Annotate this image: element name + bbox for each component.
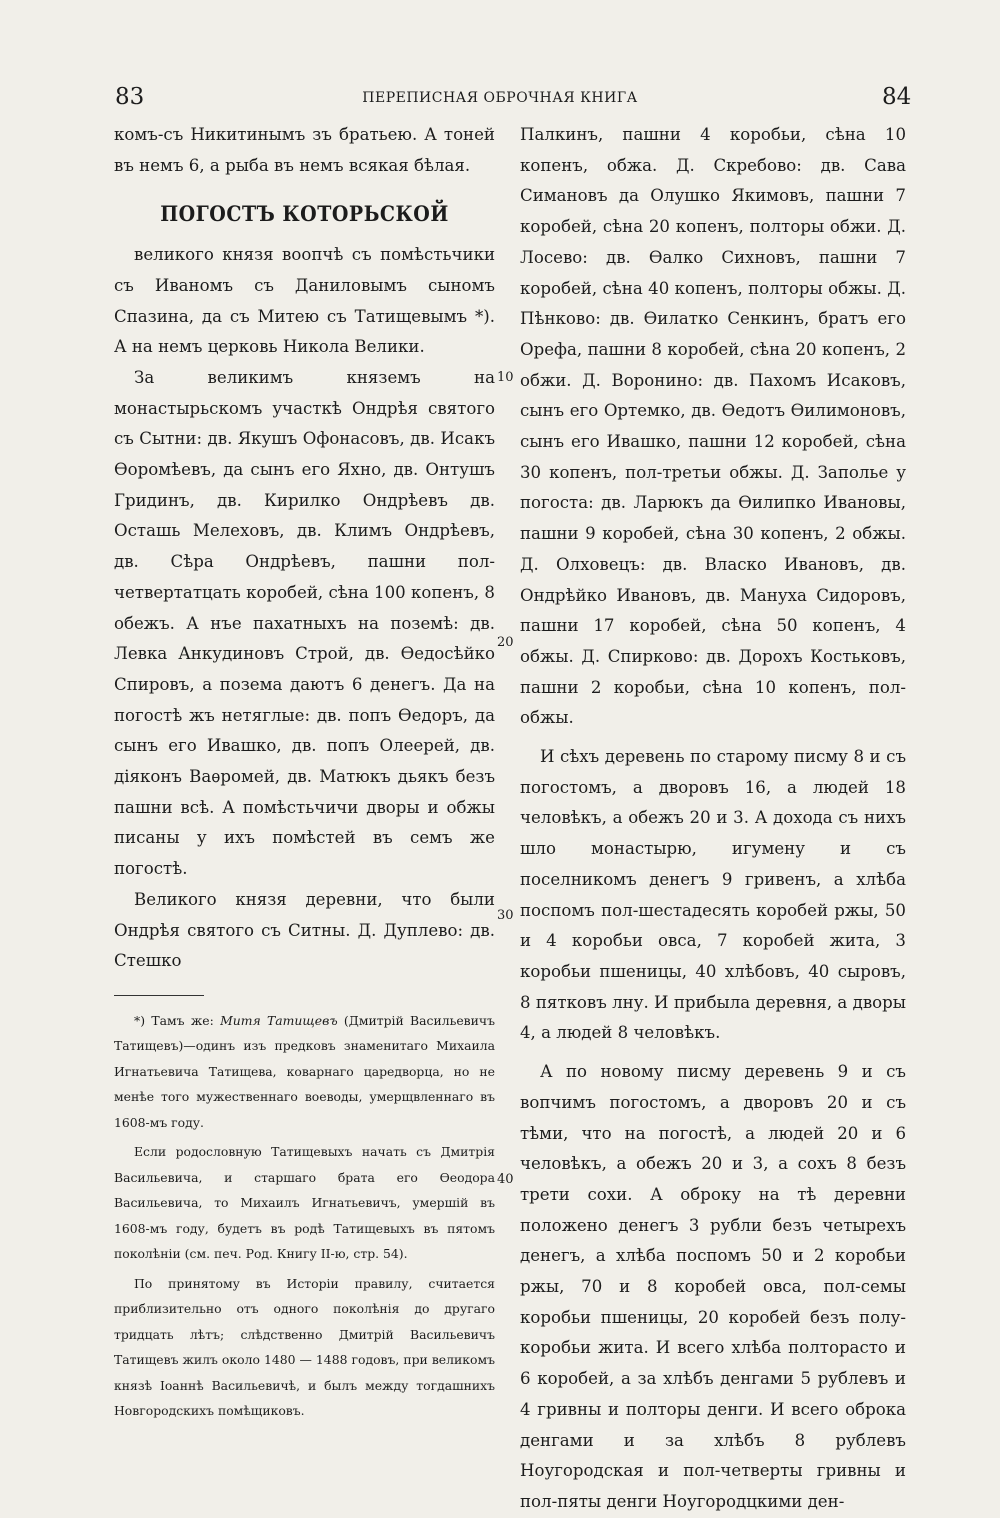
right-column [520, 120, 906, 1518]
right-paragraph: А по новому писму деревень 9 и съ вопчимъ погостомъ, а дворовъ 20 и съ тѣми, что на погостѣ, а людей 20 и 6 человѣкъ, а обежъ 20 и 3, а сохъ 8 безъ трети сохи. А оброку на тѣ деревни положено денегъ 3 рубли безъ четырехъ денегъ, а хлѣба поспомъ 50 и 2 коробьи ржы, 70 и 8 коробей овса, пол-семы коробьи пшеницы, 20 коробей безъ полу-коробьи жита. И всего хлѣба полторасто и 6 коробей, а за хлѣбъ денгами 5 рублевъ и 4 гривны и полторы денги. И всего оброка денгами и за хлѣбъ 8 рублевъ Ноугородская и пол-четверты гривны и пол-пяты денги Ноугородцкими ден- [520, 1062, 906, 1511]
left-paragraph: великого князя воопчѣ съ помѣстьчики съ Иваномъ съ Даниловымъ сыномъ Спазина, да съ Митею съ Татищевымъ *). А на немъ церковь Никола Велики. [114, 245, 495, 357]
running-title: ПЕРЕПИСНАЯ ОБРОЧНАЯ КНИГА [362, 90, 638, 106]
line-number: 40 [497, 1172, 514, 1187]
left-paragraph: За великимъ княземъ на монастырьскомъ участкѣ Ондрѣя святого съ Сытни: дв. Якушъ Офонасовъ, дв. Исакъ Ѳоромѣевъ, да сынъ его Яхно, дв. Онтушъ Гридинъ, дв. Кирилко Ондрѣевъ дв. Осташь Мелеховъ, дв. Климъ Ондрѣевъ, дв. Сѣра Ондрѣевъ, пашни пол-четвертатцать коробей, сѣна 100 копенъ, 8 обежъ. А нъе пахатныхъ на поземѣ: дв. Левка Анкудиновъ Строй, дв. Ѳедосѣйко Спировъ, а позема даютъ 6 денегъ. Да на погостѣ жъ нетяглые: дв. попъ Ѳедоръ, да сынъ его Ивашко, дв. попъ Олеерей, дв. дiяконъ Ваѳромей, дв. Матюкъ дьякъ безъ пашни всѣ. А помѣстьчичи дворы и обжы писаны у ихъ помѣстей въ семъ же погостѣ. [114, 367, 495, 879]
footnotes [114, 1008, 495, 1424]
footnote: *) Тамъ же: Митя Татищевъ (Дмитрiй Васильевичъ Татищевъ)—одинъ изъ предковъ знаменитаго Михаила Игнатьевича Татищева, коварнаго царедворца, но не менѣе того мужественнаго воеводы, умерщвленнаго въ 1608-мъ году. [114, 1012, 495, 1130]
section-heading: ПОГОСТЪ КОТОРЬСКОЙ [160, 201, 449, 228]
line-number: 10 [497, 370, 514, 385]
left-paragraph: Великого князя деревни, что были Ондрѣя святого съ Ситны. Д. Дуплево: дв. Стешко [114, 889, 495, 971]
right-paragraph-continued: Палкинъ, пашни 4 коробьи, сѣна 10 копенъ, обжа. Д. Скребово: дв. Сава Симановъ да Олушко Якимовъ, пашни 7 коробей, сѣна 20 копенъ, полторы обжи. Д. Лосево: дв. Ѳалко Сихновъ, пашни 7 коробей, сѣна 40 копенъ, полторы обжы. Д. Пѣнково: дв. Ѳилатко Сенкинъ, братъ его Орефа, пашни 8 коробей, сѣна 20 копенъ, 2 обжи. Д. Воронино: дв. Пахомъ Исаковъ, сынъ его Ортемко, дв. Ѳедотъ Ѳилимоновъ, сынъ его Ивашко, пашни 12 коробей, сѣна 30 копенъ, пол-третьи обжы. Д. Заполье у погоста: дв. Ларюкъ да Ѳилипко Ивановы, пашни 9 коробей, сѣна 30 копенъ, 2 обжы. Д. Олховецъ: дв. Власко Ивановъ, дв. Ондрѣйко Ивановъ, дв. Мануха Сидоровъ, пашни 17 коробей, сѣна 50 копенъ, 4 обжы. Д. Спирково: дв. Дорохъ Костьковъ, пашни 2 коробьи, сѣна 10 копенъ, пол-обжы. [520, 125, 906, 728]
footnote-rule [114, 995, 204, 996]
left-column [114, 120, 495, 1428]
page-number-left: 83 [115, 84, 145, 110]
footnote: По принятому въ Исторiи правилу, считается приблизительно отъ одного поколѣнiя до другаго тридцать лѣтъ; слѣдственно Дмитрiй Васильевичъ Татищевъ жилъ около 1480 — 1488 годовъ, при великомъ князѣ Iоаннѣ Васильевичѣ, и былъ между тогдашнихъ Новгородскихъ помѣщиковъ. [114, 1275, 495, 1419]
page-number-right: 84 [882, 84, 912, 110]
right-paragraph: И сѣхъ деревень по старому писму 8 и съ погостомъ, а дворовъ 16, а людей 18 человѣкъ, а обежъ 20 и 3. А дохода съ нихъ шло монастырю, игумену и съ поселникомъ денегъ 9 гривенъ, а хлѣба поспомъ пол-шестадесять коробей ржы, 50 и 4 коробьи овса, 7 коробей жита, 3 коробьи пшеницы, 40 хлѣбовъ, 40 сыровъ, 8 пятковъ лну. И прибыла деревня, а дворы 4, а людей 8 человѣкъ. [520, 747, 906, 1043]
line-number: 30 [497, 908, 514, 923]
footnote: Если родословную Татищевыхъ начать съ Дмитрiя Васильевича, и старшаго брата его Ѳеодора Васильевича, то Михаилъ Игнатьевичъ, умершiй въ 1608-мъ году, будетъ въ родѣ Татищевыхъ въ пятомъ поколѣнiи (см. печ. Род. Книгу II-ю, стр. 54). [114, 1144, 495, 1262]
left-paragraph-continued: комъ-съ Никитинымъ зъ братьею. А тоней въ немъ 6, а рыба въ немъ всякая бѣлая. [114, 125, 495, 175]
line-number: 20 [497, 635, 514, 650]
